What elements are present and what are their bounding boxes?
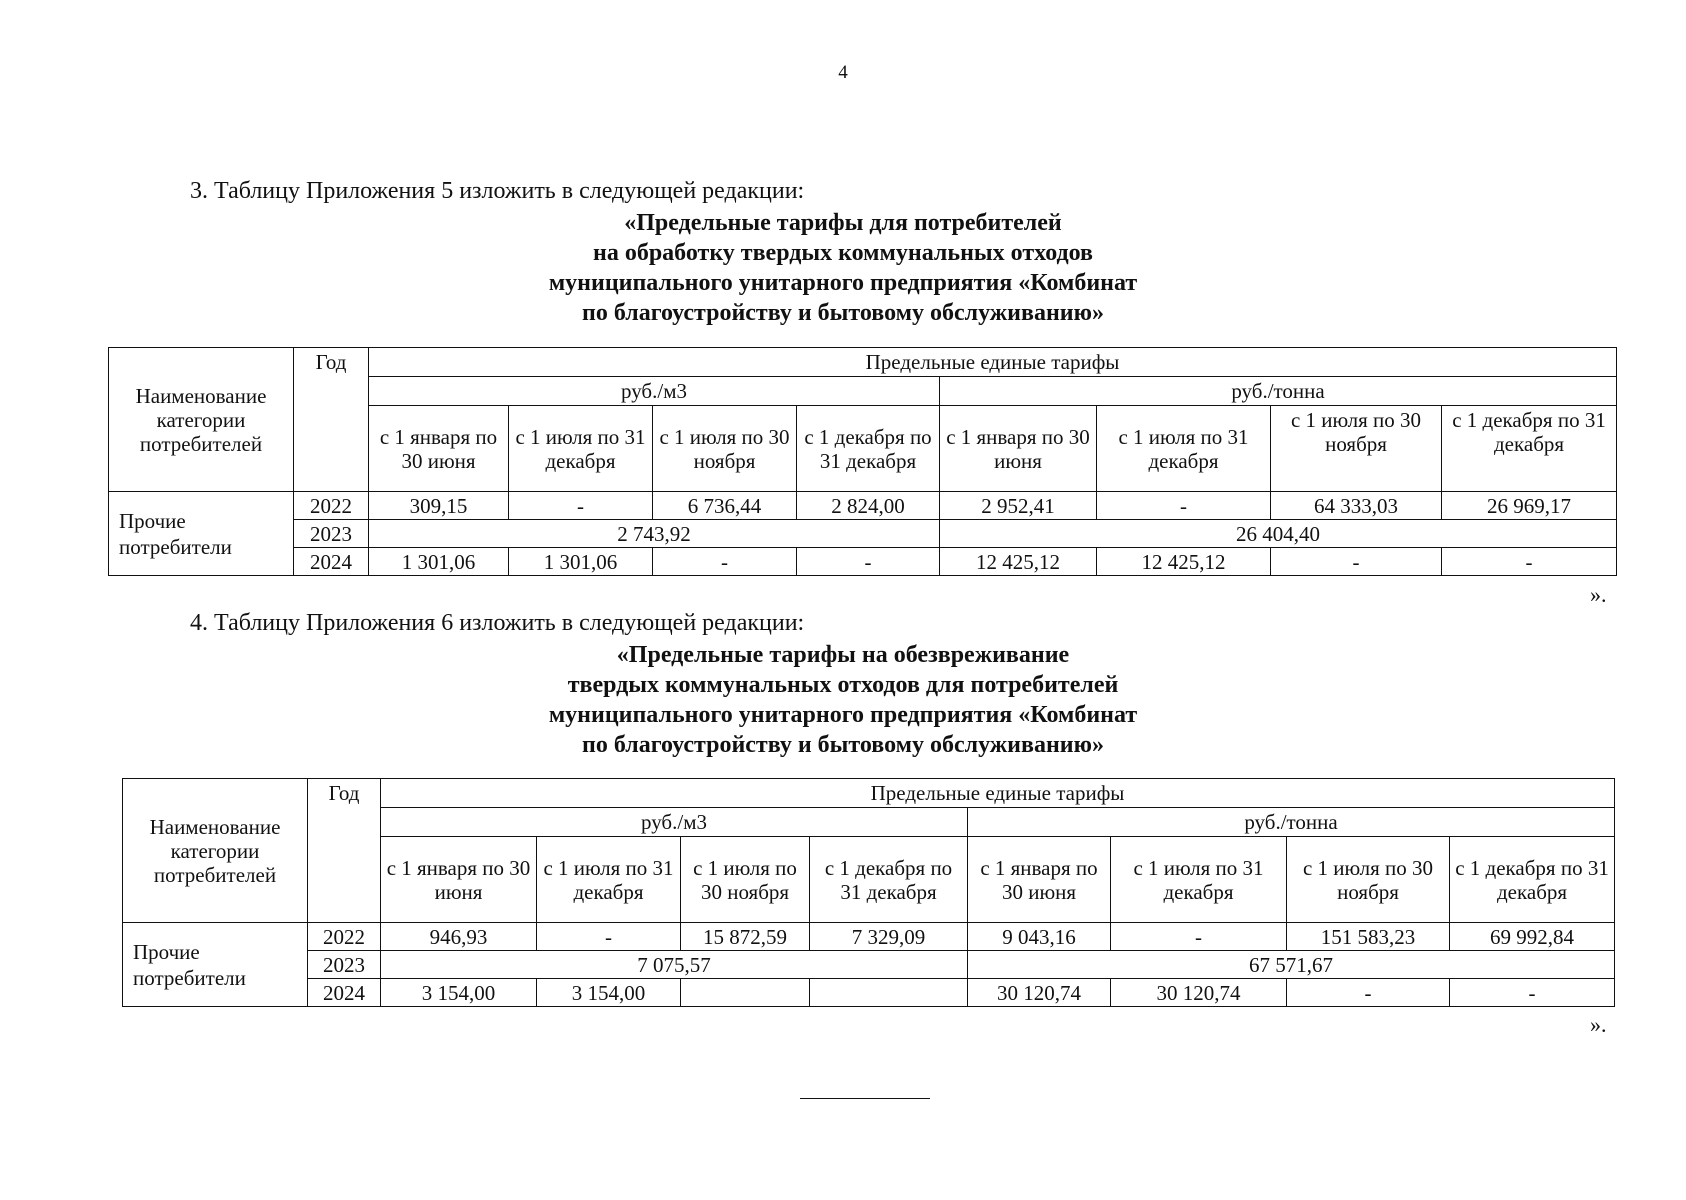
title-line: муниципального унитарного предприятия «Комбинат — [548, 270, 1138, 296]
value-cell: 946,93 — [381, 923, 537, 951]
value-cell-merged: 26 404,40 — [940, 520, 1617, 548]
table-row-2023 — [123, 951, 1615, 979]
row-year: 2023 — [294, 520, 369, 548]
header-period: с 1 января по 30 июня — [381, 837, 537, 923]
value-cell: 69 992,84 — [1450, 923, 1615, 951]
header-period: с 1 июля по 31 декабря — [537, 837, 681, 923]
value-cell — [681, 979, 810, 1007]
value-cell: 12 425,12 — [940, 548, 1097, 576]
value-cell: 1 301,06 — [509, 548, 653, 576]
header-unit-ton: руб./тонна — [968, 808, 1615, 837]
header-unit-m3: руб./м3 — [369, 377, 940, 406]
header-period: с 1 июля по 31 декабря — [1097, 406, 1271, 492]
header-period: с 1 июля по 31 декабря — [509, 406, 653, 492]
value-cell: - — [509, 492, 653, 520]
header-period: с 1 июля по 31 декабря — [1111, 837, 1287, 923]
category-name: Прочие потребители — [109, 492, 294, 576]
header-period: с 1 января по 30 июня — [940, 406, 1097, 492]
tariff-table-6 — [122, 778, 1615, 1007]
header-tariffs: Предельные единые тарифы — [369, 348, 1617, 377]
header-period: с 1 декабря по 31 декабря — [797, 406, 940, 492]
value-cell: - — [797, 548, 940, 576]
row-year: 2024 — [294, 548, 369, 576]
header-period: с 1 июля по 30 ноября — [1271, 406, 1442, 492]
value-cell: 3 154,00 — [537, 979, 681, 1007]
closing-quote: ». — [1590, 1012, 1607, 1037]
header-unit-ton: руб./тонна — [940, 377, 1617, 406]
header-period: с 1 июля по 30 ноября — [1287, 837, 1450, 923]
value-cell: 151 583,23 — [1287, 923, 1450, 951]
title-line: на обработку твердых коммунальных отходов — [592, 240, 1093, 266]
title-table-6 — [0, 640, 1686, 760]
header-tariffs: Предельные единые тарифы — [381, 779, 1615, 808]
value-cell-merged: 67 571,67 — [968, 951, 1615, 979]
header-period: с 1 января по 30 июня — [968, 837, 1111, 923]
instruction-table-6: 4. Таблицу Приложения 6 изложить в следующей редакции: — [190, 610, 805, 636]
value-cell — [810, 979, 968, 1007]
header-year: Год — [308, 779, 381, 923]
value-cell: 64 333,03 — [1271, 492, 1442, 520]
value-cell: - — [1111, 923, 1287, 951]
value-cell: - — [653, 548, 797, 576]
value-cell: 30 120,74 — [1111, 979, 1287, 1007]
closing-quote: ». — [1590, 582, 1607, 607]
title-line: твердых коммунальных отходов для потребителей — [567, 672, 1119, 698]
value-cell: 7 329,09 — [810, 923, 968, 951]
header-period: с 1 июля по 30 ноября — [653, 406, 797, 492]
category-name: Прочие потребители — [123, 923, 308, 1007]
value-cell: - — [1097, 492, 1271, 520]
title-table-5 — [0, 208, 1686, 328]
value-cell: 15 872,59 — [681, 923, 810, 951]
title-line: по благоустройству и бытовому обслуживанию» — [582, 300, 1104, 326]
header-period: с 1 декабря по 31 декабря — [1442, 406, 1617, 492]
value-cell: 26 969,17 — [1442, 492, 1617, 520]
title-line: «Предельные тарифы на обезвреживание — [616, 642, 1070, 668]
value-cell: 309,15 — [369, 492, 509, 520]
row-year: 2024 — [308, 979, 381, 1007]
table-row-2023 — [109, 520, 1617, 548]
page-number: 4 — [838, 62, 848, 83]
value-cell: 30 120,74 — [968, 979, 1111, 1007]
header-period: с 1 января по 30 июня — [369, 406, 509, 492]
table-row-2022 — [109, 492, 1617, 520]
value-cell: 6 736,44 — [653, 492, 797, 520]
title-line: муниципального унитарного предприятия «Комбинат — [548, 702, 1138, 728]
value-cell: - — [1450, 979, 1615, 1007]
header-period: с 1 июля по 30 ноября — [681, 837, 810, 923]
header-category: Наименование категории потребителей — [123, 779, 308, 923]
value-cell: - — [537, 923, 681, 951]
value-cell: - — [1442, 548, 1617, 576]
value-cell: 3 154,00 — [381, 979, 537, 1007]
title-line: «Предельные тарифы для потребителей — [624, 210, 1062, 236]
value-cell-merged: 2 743,92 — [369, 520, 940, 548]
row-year: 2022 — [308, 923, 381, 951]
table-row-2024 — [109, 548, 1617, 576]
value-cell: 1 301,06 — [369, 548, 509, 576]
value-cell: - — [1271, 548, 1442, 576]
value-cell: 9 043,16 — [968, 923, 1111, 951]
row-year: 2023 — [308, 951, 381, 979]
instruction-table-5: 3. Таблицу Приложения 5 изложить в следующей редакции: — [190, 178, 805, 204]
value-cell-merged: 7 075,57 — [381, 951, 968, 979]
header-period: с 1 декабря по 31 декабря — [810, 837, 968, 923]
header-year: Год — [294, 348, 369, 492]
value-cell: 2 824,00 — [797, 492, 940, 520]
value-cell: 12 425,12 — [1097, 548, 1271, 576]
header-category: Наименование категории потребителей — [109, 348, 294, 492]
footer-divider — [800, 1098, 930, 1099]
row-year: 2022 — [294, 492, 369, 520]
table-row-2024 — [123, 979, 1615, 1007]
table-row-2022 — [123, 923, 1615, 951]
title-line: по благоустройству и бытовому обслуживанию» — [582, 732, 1104, 758]
tariff-table-5 — [108, 347, 1617, 576]
value-cell: - — [1287, 979, 1450, 1007]
header-unit-m3: руб./м3 — [381, 808, 968, 837]
header-period: с 1 декабря по 31 декабря — [1450, 837, 1615, 923]
value-cell: 2 952,41 — [940, 492, 1097, 520]
